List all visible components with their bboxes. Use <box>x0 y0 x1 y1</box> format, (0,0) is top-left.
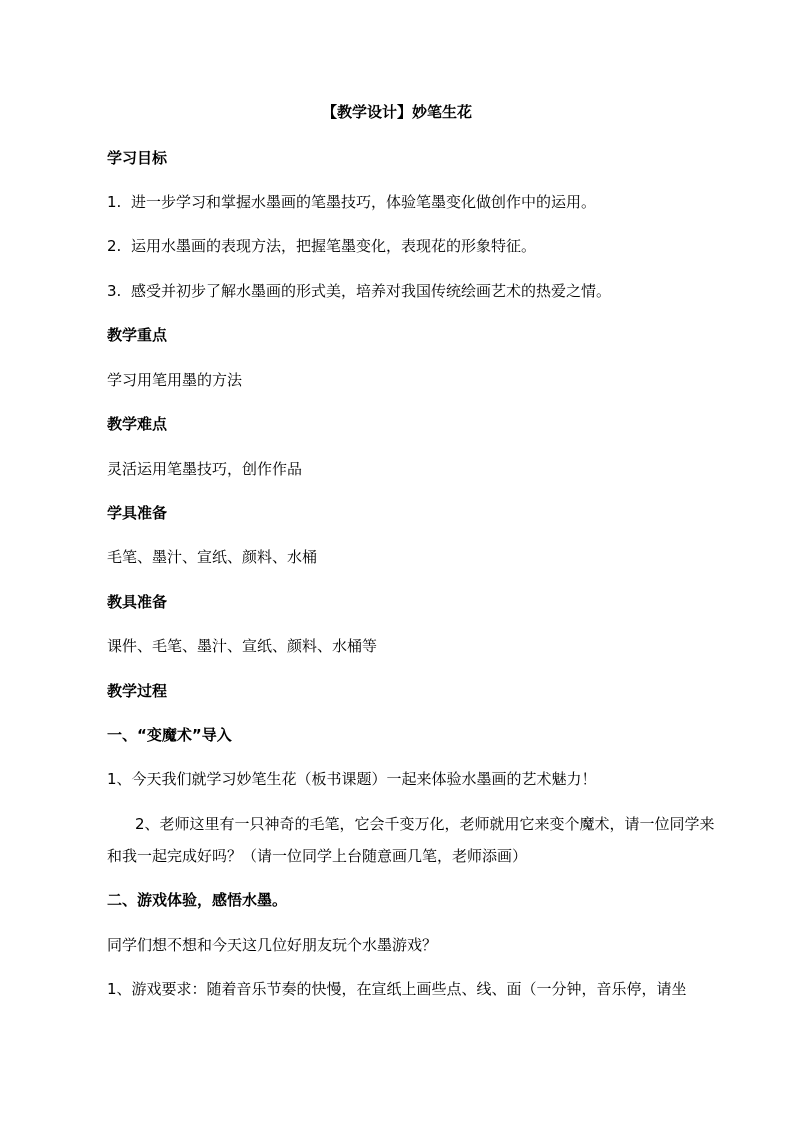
goal-text: 感受并初步了解水墨画的形式美，培养对我国传统绘画艺术的热爱之情。 <box>131 282 612 300</box>
key-text: 学习用笔用墨的方法 <box>107 371 243 389</box>
goal-number: 2. <box>107 237 122 255</box>
goals-heading: 学习目标 <box>107 149 168 167</box>
goal-item-2 <box>107 236 536 256</box>
goal-item-3 <box>107 281 611 301</box>
student-tools-heading: 学具准备 <box>107 504 168 522</box>
document-title: 【教学设计】妙笔生花 <box>321 103 472 121</box>
difficulty-heading: 教学难点 <box>107 415 168 433</box>
part1-paragraph-2-line-1: 2、老师这里有一只神奇的毛笔，它会千变万化，老师就用它来变个魔术，请一位同学来 <box>135 815 715 833</box>
teacher-tools-text: 课件、毛笔、墨汁、宣纸、颜料、水桶等 <box>107 637 378 655</box>
part1-paragraph-1: 1、今天我们就学习妙笔生花（板书课题）一起来体验水墨画的艺术魅力！ <box>107 770 597 788</box>
goal-number: 3. <box>107 282 122 300</box>
goal-text: 进一步学习和掌握水墨画的笔墨技巧，体验笔墨变化做创作中的运用。 <box>131 193 597 211</box>
goal-text: 运用水墨画的表现方法，把握笔墨变化，表现花的形象特征。 <box>131 237 537 255</box>
part1-paragraph-2-line-2: 和我一起完成好吗？（请一位同学上台随意画几笔，老师添画） <box>107 847 528 865</box>
difficulty-text: 灵活运用笔墨技巧，创作作品 <box>107 460 303 478</box>
student-tools-text: 毛笔、墨汁、宣纸、颜料、水桶 <box>107 548 318 566</box>
part2-heading: 二、游戏体验，感悟水墨。 <box>107 891 288 909</box>
part2-paragraph-2: 1、游戏要求：随着音乐节奏的快慢，在宣纸上画些点、线、面（一分钟，音乐停，请坐 <box>107 980 687 998</box>
part1-heading: 一、“变魔术”导入 <box>107 726 232 744</box>
process-heading: 教学过程 <box>107 682 168 700</box>
key-heading: 教学重点 <box>107 326 168 344</box>
part2-paragraph-1: 同学们想不想和今天这几位好朋友玩个水墨游戏？ <box>107 936 438 954</box>
goal-number: 1. <box>107 193 122 211</box>
teacher-tools-heading: 教具准备 <box>107 593 168 611</box>
goal-item-1 <box>107 192 596 212</box>
